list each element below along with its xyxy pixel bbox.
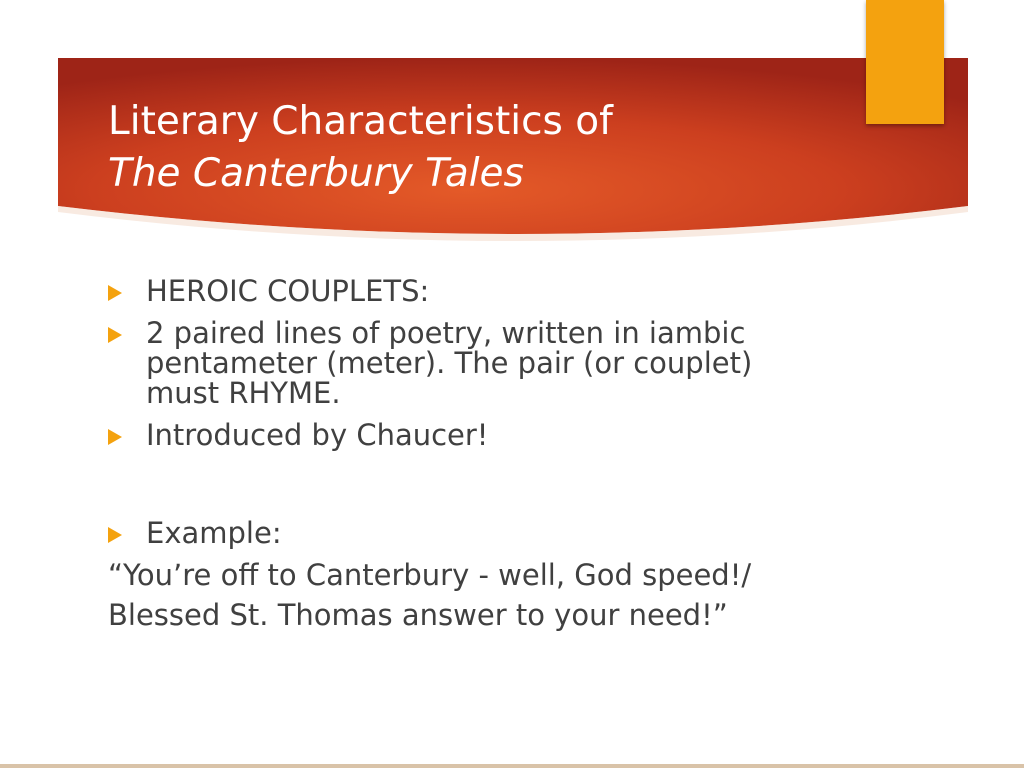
bullet-item [108, 318, 808, 408]
triangle-right-icon [108, 527, 122, 543]
title-line-2: The Canterbury Tales [108, 151, 524, 196]
spacer [108, 462, 808, 518]
footer-divider [0, 764, 1024, 768]
bullet-text: HEROIC COUPLETS: [146, 274, 430, 308]
slide-body [108, 276, 808, 630]
bullet-text: Introduced by Chaucer! [146, 418, 489, 452]
triangle-right-icon [108, 429, 122, 445]
quote-line-2: Blessed St. Thomas answer to your need!” [108, 598, 728, 632]
title-line-1: Literary Characteristics of [108, 99, 613, 144]
bullet-item [108, 518, 808, 548]
bullet-text: Example: [146, 516, 282, 550]
triangle-right-icon [108, 327, 122, 343]
bullet-item [108, 420, 808, 450]
accent-tab [866, 0, 944, 124]
quote-line-1: “You’re off to Canterbury - well, God speed!/ [108, 558, 752, 592]
bullet-text: 2 paired lines of poetry, written in iambic pentameter (meter). The pair (or couplet) must RHYME. [146, 316, 753, 410]
slide-title [108, 96, 848, 200]
bullet-item [108, 276, 808, 306]
triangle-right-icon [108, 285, 122, 301]
